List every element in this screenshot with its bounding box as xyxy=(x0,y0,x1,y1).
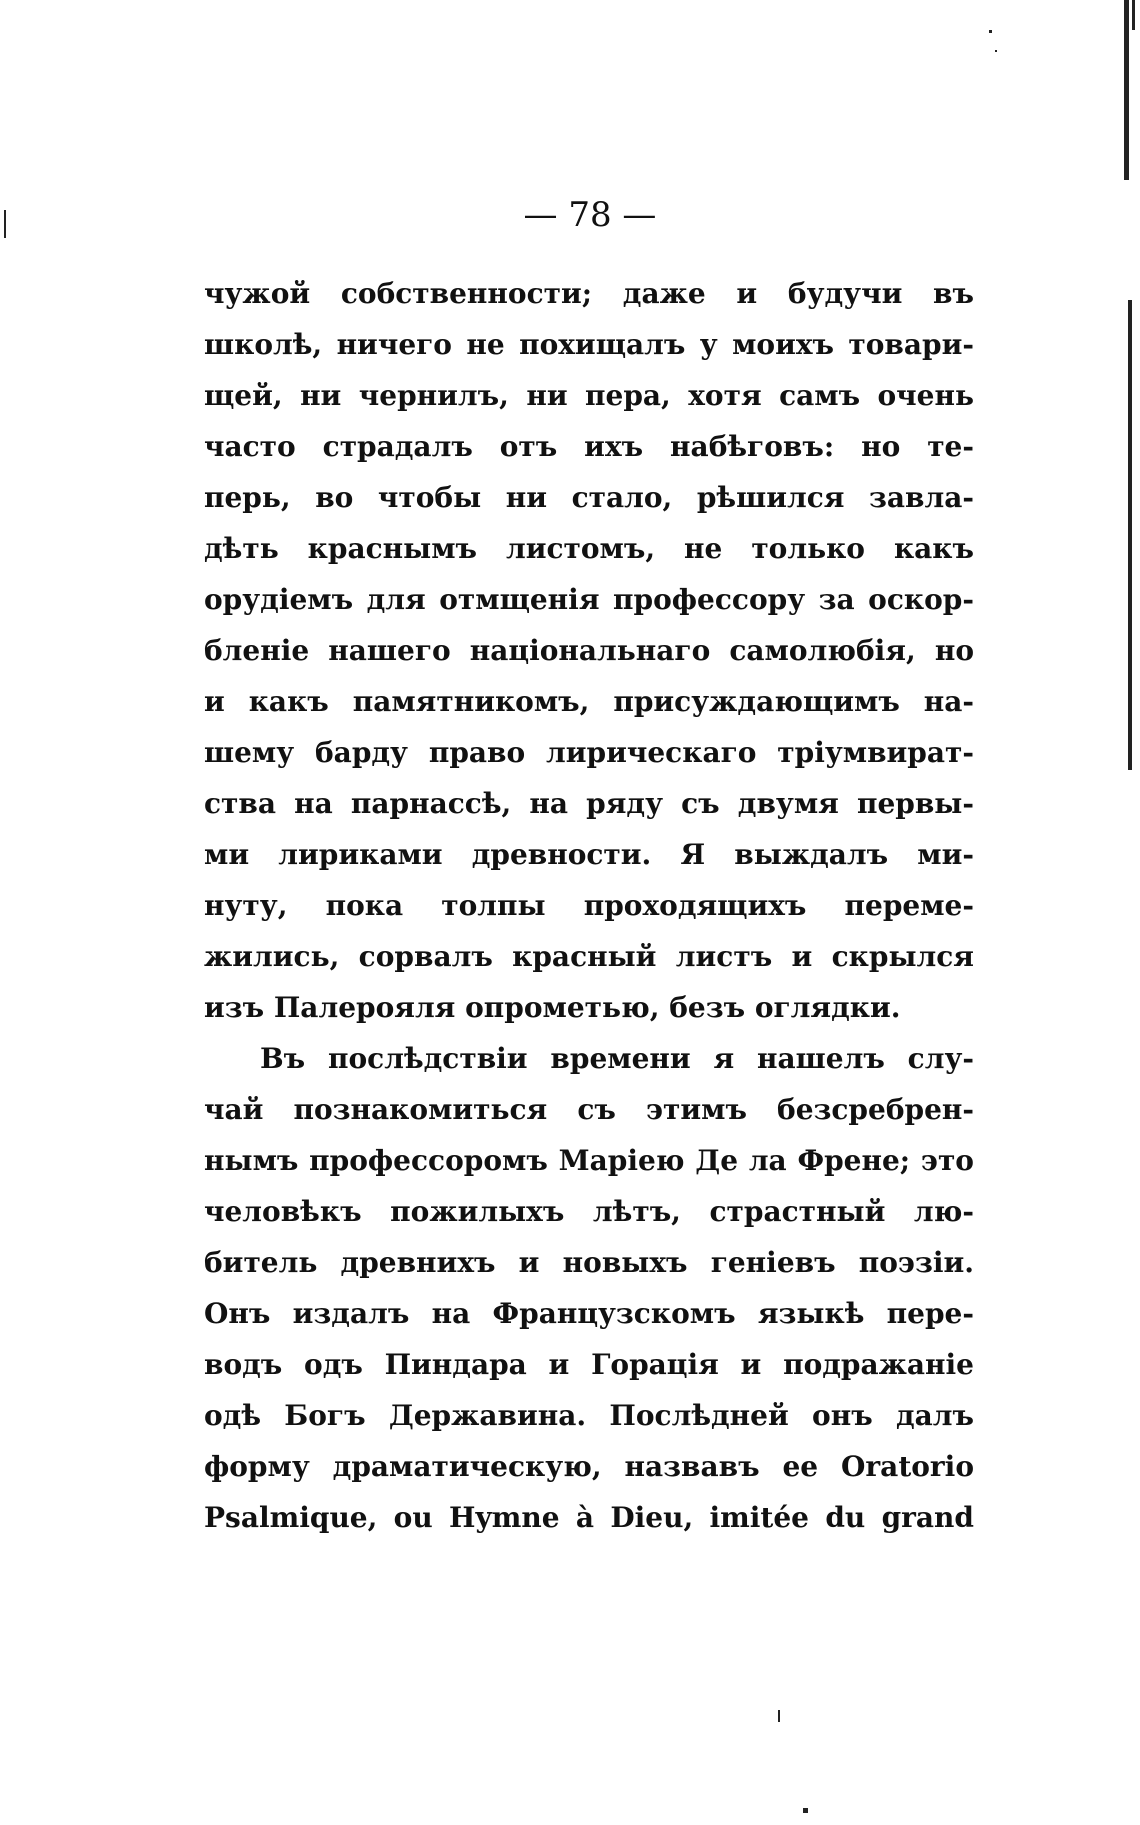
text-line: и какъ памятникомъ, присуждающимъ на- xyxy=(204,685,974,718)
text-line: Psalmique, ou Hymne à Dieu, imitée du grand xyxy=(204,1501,974,1534)
text-line: дѣть краснымъ листомъ, не только какъ xyxy=(204,532,974,565)
text-line: Онъ издалъ на Французскомъ языкѣ пере- xyxy=(204,1297,974,1330)
text-line: бленіе нашего національнаго самолюбія, но xyxy=(204,634,974,667)
text-line: орудіемъ для отмщенія профессору за оскор- xyxy=(204,583,974,616)
text-line: человѣкъ пожилыхъ лѣтъ, страстный лю- xyxy=(204,1195,974,1228)
text-line: форму драматическую, назвавъ ее Oratorio xyxy=(204,1450,974,1483)
text-line: ства на парнассѣ, на ряду съ двумя первы- xyxy=(204,787,974,820)
text-line: часто страдалъ отъ ихъ набѣговъ: но те- xyxy=(204,430,974,463)
scan-edge-mark xyxy=(1128,300,1132,770)
scan-edge-mark xyxy=(1124,0,1129,180)
text-line: нымъ профессоромъ Маріею Де ла Френе; это xyxy=(204,1144,974,1177)
text-line: изъ Палерояля опрометью, безъ оглядки. xyxy=(204,991,901,1024)
text-line: одѣ Богъ Державина. Послѣдней онъ далъ xyxy=(204,1399,974,1432)
body-text xyxy=(204,268,974,1543)
scan-edge-mark xyxy=(1132,0,1135,30)
scan-speck xyxy=(989,30,992,33)
text-line: ми лириками древности. Я выждалъ ми- xyxy=(204,838,974,871)
text-line: жились, сорвалъ красный листъ и скрылся xyxy=(204,940,974,973)
scan-speck xyxy=(995,50,997,52)
text-line: чужой собственности; даже и будучи въ xyxy=(204,277,974,310)
scan-speck xyxy=(803,1808,808,1813)
text-line: школѣ, ничего не похищалъ у моихъ товари- xyxy=(204,328,974,361)
scan-speck xyxy=(778,1710,780,1722)
text-line: чай познакомиться съ этимъ безсребрен- xyxy=(204,1093,974,1126)
text-line: битель древнихъ и новыхъ геніевъ поэзіи. xyxy=(204,1246,974,1279)
text-line: щей, ни чернилъ, ни пера, хотя самъ очень xyxy=(204,379,974,412)
text-line: перь, во чтобы ни стало, рѣшился завла- xyxy=(204,481,974,514)
page-number: — 78 — xyxy=(523,195,657,235)
text-line: водъ одъ Пиндара и Горація и подражаніе xyxy=(204,1348,974,1381)
text-line: Въ послѣдствіи времени я нашелъ слу- xyxy=(260,1042,974,1075)
text-line: нуту, пока толпы проходящихъ переме- xyxy=(204,889,974,922)
scan-speck xyxy=(4,210,6,238)
text-line: шему барду право лирическаго тріумвират- xyxy=(204,736,974,769)
